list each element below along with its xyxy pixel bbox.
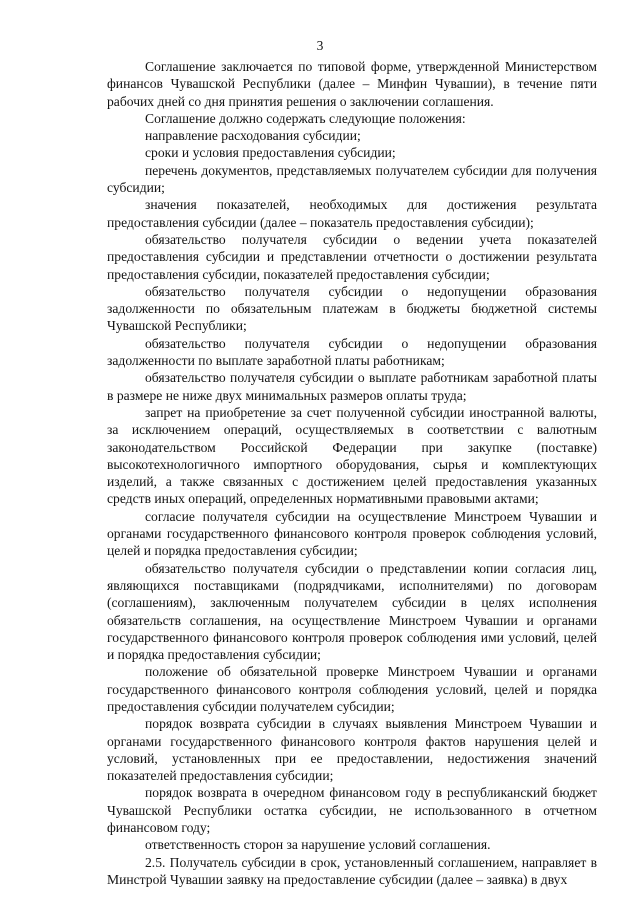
paragraph-terms-and-conditions: сроки и условия предоставления субсидии; — [145, 145, 396, 161]
paragraph-agreement-form: Соглашение заключается по типовой форме, утвержденной Министерством финансов Чувашской Республики (далее – Минфин Чувашии), в течение пяти рабочих дней со дня принятия решения о заключении соглашения. — [107, 59, 597, 109]
paragraph-section-2-5: 2.5. Получатель субсидии в срок, установленный соглашением, направляет в Минстрой Чувашии заявку на предоставление субсидии (далее – заявка) в двух — [107, 854, 597, 887]
page-number: 3 — [316, 38, 324, 53]
paragraph-minimum-wage-obligation: обязательство получателя субсидии о выплате работникам заработной платы в размере не ниже двух минимальных размеров оплаты труда; — [107, 370, 597, 403]
paragraph-mandatory-inspection: положение об обязательной проверке Минстроем Чувашии и органами государственного финансового контроля соблюдения условий, целей и порядка предоставления субсидии получателем субсидии; — [107, 664, 597, 714]
paragraph-agreement-provisions-intro: Соглашение должно содержать следующие положения: — [145, 110, 466, 126]
paragraph-currency-ban: запрет на приобретение за счет полученной субсидии иностранной валюты, за исключением операций, осуществляемых в соответствии с валютным законодательством Российской Федерации при закупке (поставке) высокотехнологичного импортного оборудования, сырья и комплектующих изделий, а также связанных с достижением целей предоставления указанных средств иных операций, определенных нормативными правовыми актами; — [107, 404, 597, 507]
paragraph-subsidy-return-violations: порядок возврата субсидии в случаях выявления Минстроем Чувашии и органами государственного финансового контроля фактов нарушения целей и условий, установленных при ее предоставлении, недостижения значений показателей предоставления субсидии; — [107, 716, 597, 784]
paragraph-accounting-obligation: обязательство получателя субсидии о ведении учета показателей предоставления субсидии и представлении отчетности о достижении результата предоставления субсидии, показателей предоставления субсидии; — [107, 231, 597, 282]
paragraph-wage-debt-obligation: обязательство получателя субсидии о недопущении образования задолженности по выплате заработной платы работникам; — [107, 335, 597, 369]
paragraph-inspection-consent: согласие получателя субсидии на осуществление Минстроем Чувашии и органами государственного финансового контроля проверок соблюдения условий, целей и порядка предоставления субсидии; — [107, 508, 597, 559]
paragraph-budget-debt-obligation: обязательство получателя субсидии о недопущении образования задолженности по обязательным платежам в бюджеты бюджетной системы Чувашской Республики; — [107, 283, 597, 334]
paragraph-supplier-consent: обязательство получателя субсидии о представлении копии согласия лиц, являющихся поставщиками (подрядчиками, исполнителями) по договорам (соглашениям), заключенным получателем субсидии в целях исполнения обязательств соглашения, на осуществление Минстроем Чувашии и органами государственного финансового контроля проверок соблюдения ими условий, целей и порядка предоставления субсидии; — [107, 560, 597, 663]
paragraph-documents-list: перечень документов, представляемых получателем субсидии для получения субсидии; — [107, 162, 597, 196]
paragraph-subsidy-direction: направление расходования субсидии; — [145, 128, 361, 144]
paragraph-party-liability: ответственность сторон за нарушение условий соглашения. — [145, 837, 491, 853]
document-body — [107, 58, 597, 888]
paragraph-indicator-values: значения показателей, необходимых для достижения результата предоставления субсидии (далее – показатель предоставления субсидии); — [107, 197, 597, 230]
paragraph-subsidy-balance-return: порядок возврата в очередном финансовом году в республиканский бюджет Чувашской Республики остатка субсидии, не использованного в отчетном финансовом году; — [107, 785, 597, 836]
